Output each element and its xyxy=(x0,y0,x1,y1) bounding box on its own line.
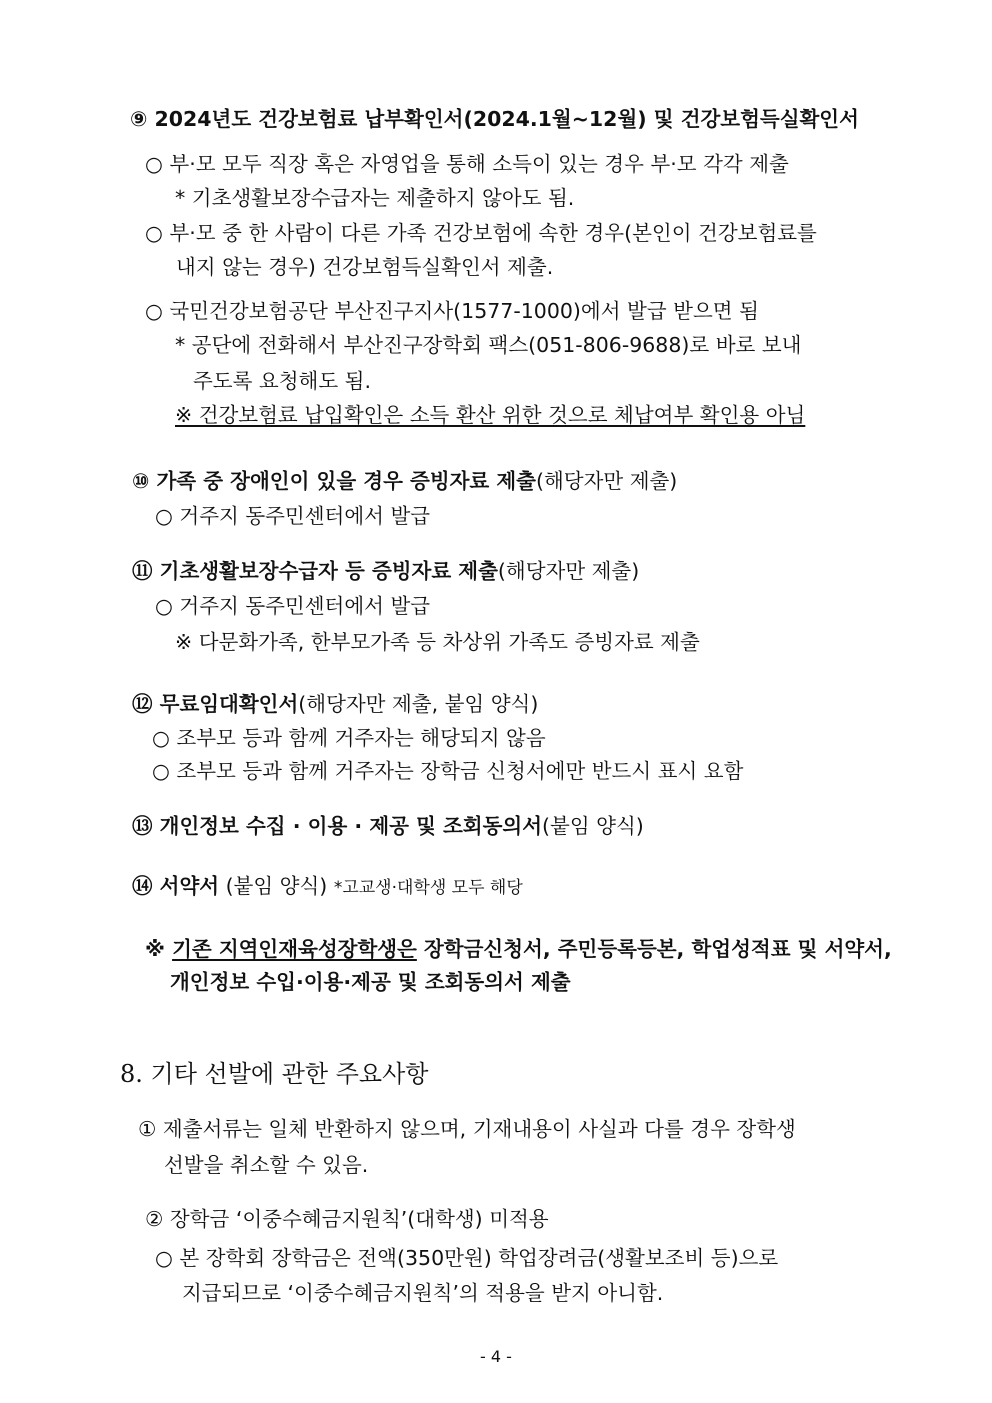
item11-heading-rest: (해당자만 제출) xyxy=(497,559,640,583)
item10-bullet1: ○ 거주지 동주민센터에서 발급 xyxy=(155,504,431,528)
notice-line2: 개인정보 수입·이용·제공 및 조회동의서 제출 xyxy=(170,970,571,994)
item9-heading: ⑨ 2024년도 건강보험료 납부확인서(2024.1월~12월) 및 건강보험득실확인서 xyxy=(130,107,859,131)
item13-heading-rest: (붙임 양식) xyxy=(542,814,644,838)
item14-heading-bold: ⑭ 서약서 xyxy=(132,874,220,898)
item14-heading-rest: (붙임 양식) xyxy=(219,874,334,898)
item11-heading xyxy=(132,557,639,585)
item14-heading xyxy=(132,872,523,902)
section8-p1-line2: 선발을 취소할 수 있음. xyxy=(164,1153,369,1177)
item9-bullet2-line2: 내지 않는 경우) 건강보험득실확인서 제출. xyxy=(176,255,554,279)
item9-bullet3-note-line2: 주도록 요청해도 됨. xyxy=(193,369,371,393)
item9-bullet1-note: * 기초생활보장수급자는 제출하지 않아도 됨. xyxy=(175,186,575,210)
item12-heading-rest: (해당자만 제출, 붙임 양식) xyxy=(298,692,539,716)
item9-warning: ※ 건강보험료 납입확인은 소득 환산 위한 것으로 체납여부 확인용 아님 xyxy=(175,403,806,427)
item12-heading xyxy=(132,690,538,718)
page-number: - 4 - xyxy=(480,1347,512,1366)
item11-heading-bold: ⑪ 기초생활보장수급자 등 증빙자료 제출 xyxy=(132,559,498,583)
section8-p1-line1: ① 제출서류는 일체 반환하지 않으며, 기재내용이 사실과 다를 경우 장학생 xyxy=(138,1117,796,1141)
item12-bullet1: ○ 조부모 등과 함께 거주자는 해당되지 않음 xyxy=(152,726,546,750)
item13-heading xyxy=(132,812,644,840)
section8-p2-bullet-line1: ○ 본 장학회 장학금은 전액(350만원) 학업장려금(생활보조비 등)으로 xyxy=(155,1246,779,1270)
notice-underlined: 기존 지역인재육성장학생은 xyxy=(172,937,417,961)
item11-note: ※ 다문화가족, 한부모가족 등 차상위 가족도 증빙자료 제출 xyxy=(175,630,700,654)
item9-bullet3-note-line1: * 공단에 전화해서 부산진구장학회 팩스(051-806-9688)로 바로 보내 xyxy=(175,333,802,357)
section8-title: 8. 기타 선발에 관한 주요사항 xyxy=(120,1060,429,1088)
item14-note: *고교생·대학생 모두 해당 xyxy=(333,878,523,898)
item10-heading xyxy=(132,467,677,495)
item9-bullet3: ○ 국민건강보험공단 부산진구지사(1577-1000)에서 발급 받으면 됨 xyxy=(145,299,759,323)
section8-p2: ② 장학금 ‘이중수혜금지원칙’(대학생) 미적용 xyxy=(145,1207,549,1231)
notice-rest: 장학금신청서, 주민등록등본, 학업성적표 및 서약서, xyxy=(416,937,892,961)
notice-line1 xyxy=(145,935,892,963)
item12-bullet2: ○ 조부모 등과 함께 거주자는 장학금 신청서에만 반드시 표시 요함 xyxy=(152,759,744,783)
notice-mark: ※ xyxy=(145,937,165,961)
item9-bullet2-line1: ○ 부·모 중 한 사람이 다른 가족 건강보험에 속한 경우(본인이 건강보험료를 xyxy=(145,221,817,245)
item13-heading-bold: ⑬ 개인정보 수집 · 이용 · 제공 및 조회동의서 xyxy=(132,814,543,838)
item9-bullet1: ○ 부·모 모두 직장 혹은 자영업을 통해 소득이 있는 경우 부·모 각각 제출 xyxy=(145,152,789,176)
item12-heading-bold: ⑫ 무료임대확인서 xyxy=(132,692,299,716)
section8-p2-bullet-line2: 지급되므로 ‘이중수혜금지원칙’의 적용을 받지 아니함. xyxy=(182,1281,664,1305)
item10-heading-rest: (해당자만 제출) xyxy=(535,469,678,493)
item10-heading-bold: ⑩ 가족 중 장애인이 있을 경우 증빙자료 제출 xyxy=(132,469,536,493)
item11-bullet1: ○ 거주지 동주민센터에서 발급 xyxy=(155,594,431,618)
